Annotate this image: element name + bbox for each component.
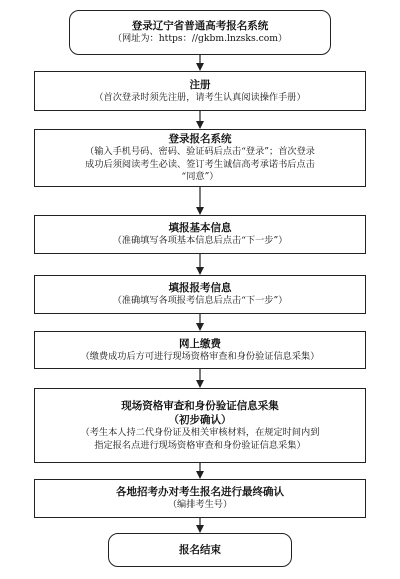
step-end [108,533,292,567]
step-login-site-title: 登录辽宁省普通高考报名系统 [131,20,269,33]
step-login-system-note-line-2: 成功后须阅读考生必读、签订考生诚信高考承诺书后点击 [85,158,315,170]
step-basic-info [34,215,366,254]
step-final-confirm-note: （编排考生号） [167,499,233,511]
step-final-confirm [34,479,366,518]
step-onsite-review-subtitle: （初步确认） [168,414,232,426]
step-onsite-review-title: 现场资格审查和身份验证信息采集 [121,400,279,412]
step-login-site-url: （网址为：https：//gkbm.lnzsks.com） [112,33,288,45]
step-end-title: 报名结束 [179,544,221,556]
step-login-system [34,129,366,187]
step-online-payment-note: （缴费成功后方可进行现场资格审查和身份验证信息采集） [80,350,320,362]
step-onsite-review [34,388,366,463]
step-online-payment-title: 网上缴费 [179,337,221,350]
step-login-system-note-line-1: （输入手机号码、密码、验证码后点击“登录”；首次登录 [85,146,315,158]
step-basic-info-title: 填报基本信息 [168,222,232,235]
step-basic-info-note: （准确填写各项基本信息后点击“下一步”） [112,235,288,247]
step-register [34,71,366,111]
step-exam-info [34,275,366,314]
step-register-note: （首次登录时须先注册，请考生认真阅读操作手册） [94,91,306,103]
step-final-confirm-title: 各地招考办对考生报名进行最终确认 [116,486,284,499]
step-register-title: 注册 [189,78,211,91]
step-onsite-review-note-line-2: 指定报名点进行现场资格审查和身份验证信息采集） [94,439,306,451]
step-exam-info-note: （准确填写各项报考信息后点击“下一步”） [112,295,288,307]
step-exam-info-title: 填报报考信息 [168,282,232,295]
step-online-payment [34,331,366,369]
step-onsite-review-note-line-1: （考生本人持二代身份证及相关审核材料，在规定时间内到 [80,427,320,438]
step-login-system-note-line-3: “同意”） [181,171,219,183]
step-login-site [69,10,331,55]
step-login-system-title: 登录报名系统 [168,133,232,146]
